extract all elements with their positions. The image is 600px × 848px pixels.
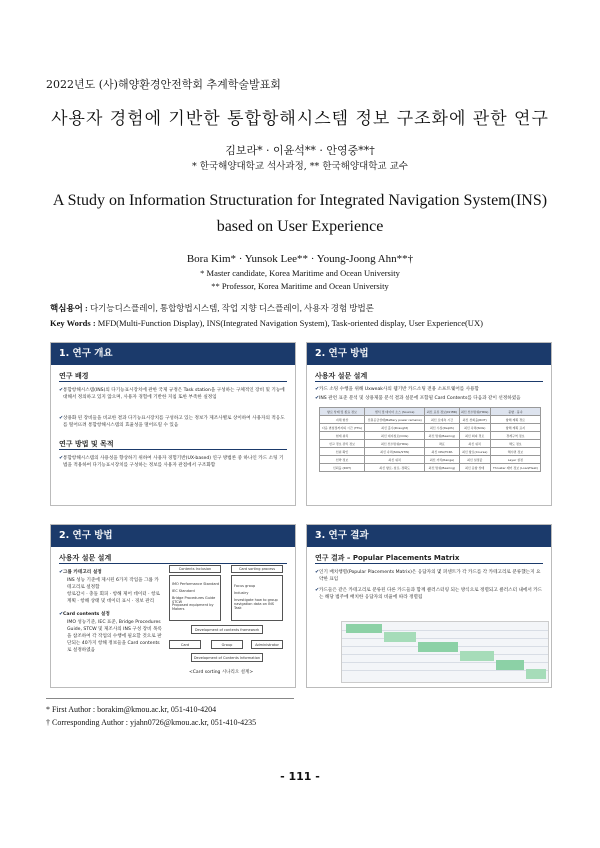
diagram-label: Investigate how to group navigation data on INS Task [234, 598, 278, 610]
slide-bullet-heading: Card contents 설정 [63, 612, 110, 617]
keywords-english-text: MFD(Multi-Function Display), INS(Integrated Navigation System), Task-oriented display, User Experience(UX) [97, 318, 483, 328]
diagram-box-group [211, 640, 243, 649]
table-cell: 선박 정보 [320, 456, 365, 464]
table-cell: 최신 흘수(Draught) [365, 424, 425, 432]
table-cell: 선위 확인 [320, 448, 365, 456]
table-cell: 최신 속력(SOG) [459, 424, 490, 432]
diagram-box-card [169, 640, 201, 649]
matrix-row-line [342, 654, 548, 655]
matrix-cluster [384, 632, 416, 642]
slide-text: 상용화 된 장비들을 비교한 결과 다기능표시장치를 구성하고 있는 정보가 제조사별로 상이하여 사용자의 적응도를 떨어뜨려 통합항해시스템의 효율성을 떨어뜨릴 수 있음 [63, 416, 285, 428]
check-icon: ✔ [59, 455, 64, 461]
slide-subheading: 연구 방법 및 목적 [59, 440, 114, 448]
diagram-label: Development of Contents Information [193, 655, 261, 660]
slide-text: 인기 배치행렬(Popular Placements Matrix)은 응답자의 몇 퍼센트가 각 카드를 각 카테고리로 분류했는지 요약한 표임 [319, 570, 541, 582]
table-cell: Layer 설정 [490, 456, 540, 464]
table-cell: 최신 속력(SOG/STW) [365, 448, 425, 456]
check-icon: ✔ [315, 569, 320, 575]
slide-text: 카드 소팅 수행을 위해 Uxweak사의 웹기반 카드소팅 전용 소프트웨어를 사용함 [319, 387, 479, 392]
divider [59, 449, 287, 450]
table-cell: 최신 선수방위(HDG) [365, 440, 425, 448]
slide-text: 통합항해시스템의 사용성을 향상하기 위하여 사용자 경험기반(UX-based) 연구 방법론 중 하나인 카드 소팅 기법을 적용하여 다기능표시장치를 구성하는 정보를 사용자 관점에서 구조화함 [63, 456, 284, 468]
diagram-label: Card sorting process [238, 567, 276, 571]
keywords-korean [50, 302, 374, 314]
slide-research-method-design [50, 524, 296, 688]
table-cell: 최신 로예측 시간 [425, 416, 459, 424]
matrix-cluster [346, 624, 382, 633]
check-icon: ✔ [59, 611, 64, 617]
divider [59, 563, 287, 564]
diagram-label: Industry [234, 591, 249, 595]
table-row [320, 440, 541, 448]
paper-title-korean: 사용자 경험에 기반한 통합항해시스템 정보 구조화에 관한 연구 [51, 109, 549, 129]
footnote-first-author: * First Author : borakim@kmou.ac.kr, 051-410-4204 [46, 705, 217, 714]
slide-text: 통합항해시스템(INS)의 다기능표시장치에 관한 국제 규정은 Task station을 구성하는 구체적인 장비 및 기능에 대해서 정의하고 있지 않으며, 사용자 경험에 기반한 지침 또한 부족한 실정임 [63, 388, 285, 400]
slide-header: 2. 연구 방법 [307, 343, 551, 365]
slide-text: 카드들은 같은 카테고리로 분류된 다른 카드들과 함께 클러스터링 되는 방식으로 정렬되고 클러스터 내에서 카드는 해당 범주에 배치한 응답자의 비율에 따라 정렬됨 [319, 588, 543, 600]
table-cell: 최신 표류 정보(DriftR) [426, 409, 458, 414]
diagram-box-contents-inclusion [169, 565, 221, 573]
check-icon: ✔ [315, 587, 320, 593]
table-cell: 최신 위치 [365, 456, 425, 464]
slide-text: INS 성능 기준에 제시된 6가지 작업을 그룹 카테고리로 설정함 [67, 578, 159, 590]
table-cell: 해수면 정보 [490, 448, 540, 456]
keywords-korean-text: 다기능디스플레이, 통합항법시스템, 작업 지향 디스플레이, 사용자 경험 방법론 [89, 303, 374, 313]
diagram-label: Card [180, 642, 190, 647]
table-cell: 좌표 [425, 440, 459, 448]
page-number: - 111 - [280, 770, 320, 783]
footnote-divider [46, 698, 294, 699]
check-icon: ✔ [59, 387, 64, 393]
table-cell: 해도 정보 [490, 440, 540, 448]
slide-subheading: 사용자 설문 설계 [315, 372, 368, 380]
slide-bullet-heading: 그룹 카테고리 설정 [63, 570, 102, 575]
conference-header: 2022년도 (사)해양환경안전학회 추계학술발표회 [46, 78, 281, 91]
slide-research-results [306, 524, 552, 688]
table-cell: Thruster 제어 정보 (Load/Heat) [490, 464, 540, 472]
table-cell: 최신 수심(Depth) [425, 424, 459, 432]
divider [315, 563, 543, 564]
diagram-label: Bridge Procedures Guide STCW [172, 596, 216, 604]
divider [59, 381, 287, 382]
table-cell: 항해 계획 표지 [490, 424, 540, 432]
matrix-cluster [460, 651, 494, 661]
check-icon: ✔ [59, 569, 64, 575]
table-cell: 선교 경보 관리 정보 [320, 440, 365, 448]
diagram-label: Focus group [234, 584, 256, 588]
diagram-label: Administrator [255, 642, 279, 647]
keywords-english-label: Key Words : [50, 318, 98, 328]
table-cell: 지체 현상 [320, 416, 365, 424]
paper-title-english [0, 188, 600, 240]
slide-text: IMO 성능기준, IEC 표준, Bridge Procedures Guide, STCW 및 제조사의 INS 구성 장비 목록을 참조하여 각 작업의 수행에 필요할 것으로 판단되는 40가지 항해 정보들을 Card contents로 설정하였음 [67, 620, 162, 653]
table-cell: 최신 회피 경로 [459, 432, 490, 440]
affiliation-korean: * 한국해양대학교 석사과정, ** 한국해양대학교 교수 [192, 161, 408, 172]
table-cell: 전원공급상태(Battery power remains) [365, 416, 425, 424]
table-cell: 최신 설정값 [459, 456, 490, 464]
table-cell: 최신 항로, 침로, 정확도 [365, 464, 425, 472]
slide-research-overview [50, 342, 296, 506]
table-row [320, 416, 541, 424]
diagram-label: Development of contents framework [194, 627, 260, 632]
diagram-box-info [191, 653, 263, 662]
check-icon: ✔ [59, 415, 64, 421]
table-row [320, 456, 541, 464]
footnote-corresponding-author: † Corresponding Author : yjahn0726@kmou.ac.kr, 051-410-4235 [46, 718, 257, 727]
table-cell: 최신 방위(Bearing) [425, 464, 459, 472]
diagram-label: Group [221, 642, 233, 647]
keywords-korean-label: 핵심용어 : [50, 303, 90, 313]
authors-korean: 김보라* · 이윤석** · 안영중**† [225, 144, 375, 157]
title-en-line-2: based on User Experience [216, 218, 384, 235]
table-cell: 항해 계획 경로 [490, 416, 540, 424]
table-cell: 현재 위치 [320, 432, 365, 440]
table-cell: 최신 방위(Bearing) [425, 432, 459, 440]
matrix-cluster [526, 669, 546, 679]
matrix-cluster [496, 660, 524, 670]
diagram-box-card-sorting [231, 565, 283, 573]
diagram-box-admin [251, 640, 283, 649]
keywords-english [50, 318, 483, 328]
diagram-box-framework [191, 625, 263, 634]
diagram-box-sources [169, 575, 221, 621]
table-cell: 다음 변침점까지의 시간 (TTG) [320, 424, 365, 432]
diagram-label: Proposed equipment by Makers [172, 603, 214, 611]
table-cell: 경계구역 정보 [490, 432, 540, 440]
slide-header: 1. 연구 개요 [51, 343, 295, 365]
affiliation-english-2: ** Professor, Korea Maritime and Ocean University [211, 281, 389, 291]
table-row [320, 424, 541, 432]
table-cell: 최신 대지침로(COG) [365, 432, 425, 440]
title-en-line-1: A Study on Information Structuration for Integrated Navigation System(INS) [52, 192, 548, 209]
diagram-label: IEC Standard [172, 589, 195, 593]
slide-header: 2. 연구 방법 [51, 525, 295, 547]
placements-matrix-image [341, 621, 549, 683]
matrix-cluster [418, 642, 458, 652]
card-contents-table [319, 407, 541, 472]
slide-subheading: 사용자 설문 설계 [59, 554, 112, 562]
table-cell: 항로 상태 및 종료 정보 [320, 408, 365, 416]
table-row [320, 432, 541, 440]
table-cell: 풍향 · 풍속 [490, 408, 540, 416]
table-cell: 최신 항로(Course) [459, 448, 490, 456]
table-row [320, 448, 541, 456]
matrix-row-line [342, 670, 548, 671]
table-row [320, 464, 541, 472]
table-cell: 최신 운항 상태 [459, 464, 490, 472]
table-cell: 최신 거리(Range) [425, 456, 459, 464]
authors-english: Bora Kim* · Yunsok Lee** · Young-Joong Ahn**† [186, 253, 414, 265]
table-cell: 최신 CPA/TCPA [425, 448, 459, 456]
slide-research-method-survey [306, 342, 552, 506]
matrix-row-line [342, 638, 548, 639]
table-cell: 신뢰율 (ROT) [320, 464, 365, 472]
divider [315, 381, 543, 382]
slide-subheading: 연구 결과 – Popular Placements Matrix [315, 554, 460, 562]
diagram-label: IMO Performance Standard [172, 582, 220, 586]
table-cell: 최신 선수방위(HDG) [460, 409, 489, 414]
slide-header: 3. 연구 결과 [307, 525, 551, 547]
diagram-box-focus [231, 575, 283, 621]
slide-subheading: 연구 배경 [59, 372, 89, 380]
check-icon: ✔ [315, 395, 320, 401]
table-cell: 최신 위치 [459, 440, 490, 448]
affiliation-english-1: * Master candidate, Korea Maritime and Ocean University [200, 268, 400, 278]
table-cell: 센서 및 데이터 소스 (Source) [365, 408, 425, 416]
table-cell: 최신 선회율(ROT) [459, 416, 490, 424]
table-row [320, 408, 541, 416]
slide-text: 항로감시 · 충돌 회피 · 항해 제어 데이터 · 항로계획 · 항해 상태 및 데이터 표시 · 경보 관리 [67, 592, 160, 604]
check-icon: ✔ [315, 386, 320, 392]
diagram-caption: <Card sorting 시나리오 설계> [189, 670, 254, 675]
diagram-label: Contents Inclusion [178, 567, 212, 571]
slide-text: INS 관련 표준 분석 및 상용제품 분석 결과 설문에 포함될 Card Contents를 다음과 같이 선정하였음 [319, 396, 521, 401]
